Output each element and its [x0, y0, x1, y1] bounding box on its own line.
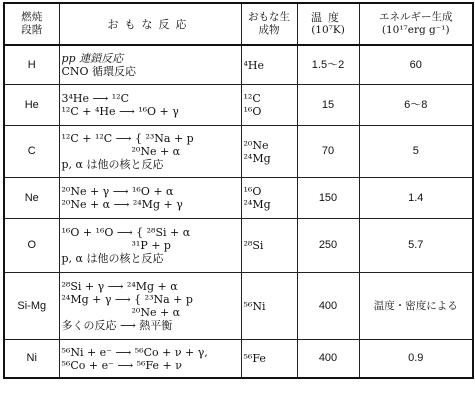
- energy-cell: 5.7: [359, 219, 473, 273]
- header-reaction: おもな反応: [59, 3, 241, 45]
- header-product: おもな生成物: [241, 3, 297, 45]
- table-row: [4, 340, 473, 379]
- reaction-cell: 3⁴He ⟶ ¹²C ¹²C + ⁴He ⟶ ¹⁶O + γ: [59, 85, 241, 126]
- header-stage: 燃焼段階: [4, 3, 59, 45]
- temp-cell: 400: [297, 273, 359, 340]
- energy-cell: 6～8: [359, 85, 473, 126]
- table-row: [4, 85, 473, 126]
- energy-cell: 60: [359, 45, 473, 85]
- table-row: [4, 178, 473, 219]
- temp-cell: 1.5～2: [297, 45, 359, 85]
- reaction-cell: ⁵⁶Ni + e⁻ ⟶ ⁵⁶Co + ν + γ, ⁵⁶Co + e⁻ ⟶ ⁵⁶Fe + ν: [59, 340, 241, 379]
- reaction-cell: pp 連鎖反応 CNO 循環反応: [59, 45, 241, 85]
- stage-cell: Ne: [4, 178, 59, 219]
- temp-cell: 150: [297, 178, 359, 219]
- stage-cell: He: [4, 85, 59, 126]
- product-cell: ¹²C ¹⁶O: [241, 85, 297, 126]
- product-cell: ⁵⁶Fe: [241, 340, 297, 379]
- stage-cell: H: [4, 45, 59, 85]
- table-row: [4, 45, 473, 85]
- product-cell: ²⁰Ne ²⁴Mg: [241, 126, 297, 178]
- energy-cell: 温度・密度による: [359, 273, 473, 340]
- table-row: [4, 126, 473, 178]
- stage-cell: C: [4, 126, 59, 178]
- temp-cell: 70: [297, 126, 359, 178]
- reaction-cell: ²⁸Si + γ ⟶ ²⁴Mg + α ²⁴Mg + γ ⟶ { ²³Na + p ²⁰Ne + α 多くの反応 ⟶ 熱平衡: [59, 273, 241, 340]
- table-header: [4, 3, 473, 45]
- table-row: [4, 219, 473, 273]
- reaction-cell: ²⁰Ne + γ ⟶ ¹⁶O + α ²⁰Ne + α ⟶ ²⁴Mg + γ: [59, 178, 241, 219]
- stage-cell: Ni: [4, 340, 59, 379]
- energy-cell: 0.9: [359, 340, 473, 379]
- product-cell: ¹⁶O ²⁴Mg: [241, 178, 297, 219]
- reaction-cell: ¹²C + ¹²C ⟶ { ²³Na + p ²⁰Ne + α p, α は他の核と反応: [59, 126, 241, 178]
- product-cell: ⁵⁶Ni: [241, 273, 297, 340]
- product-cell: ⁴He: [241, 45, 297, 85]
- energy-cell: 1.4: [359, 178, 473, 219]
- table-row: [4, 273, 473, 340]
- product-cell: ²⁸Si: [241, 219, 297, 273]
- temp-cell: 250: [297, 219, 359, 273]
- temp-cell: 400: [297, 340, 359, 379]
- burning-stages-table: [3, 2, 474, 379]
- header-energy: エネルギー生成 (10¹⁷erg g⁻¹): [359, 3, 473, 45]
- stage-cell: O: [4, 219, 59, 273]
- temp-cell: 15: [297, 85, 359, 126]
- stage-cell: Si-Mg: [4, 273, 59, 340]
- energy-cell: 5: [359, 126, 473, 178]
- reaction-cell: ¹⁶O + ¹⁶O ⟶ { ²⁸Si + α ³¹P + p p, α は他の核と反応: [59, 219, 241, 273]
- header-temp: 温度 (10⁷K): [297, 3, 359, 45]
